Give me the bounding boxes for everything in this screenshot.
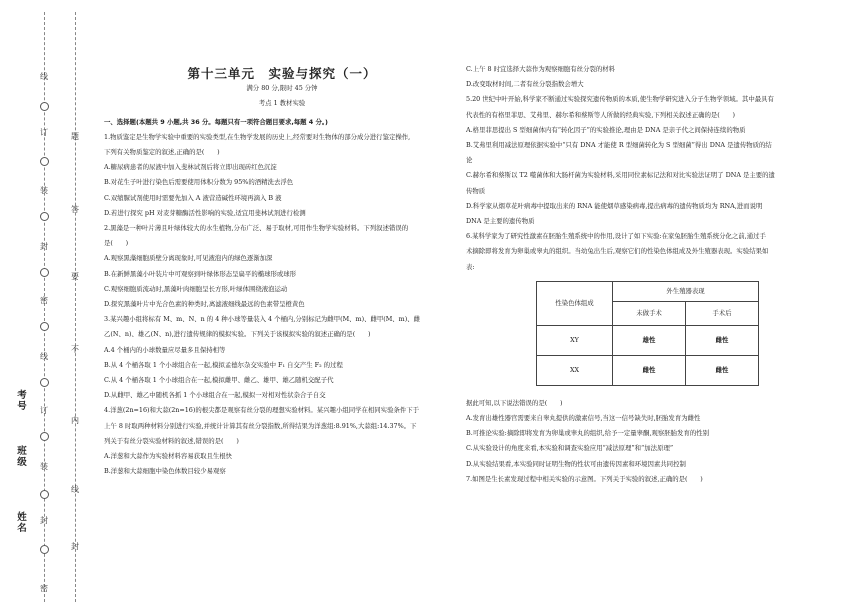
seal-char: 线 bbox=[40, 72, 48, 81]
text-line: A.洋葱和大蒜作为实验材料容易获取且生根快 bbox=[104, 452, 233, 461]
seal-char: 订 bbox=[40, 128, 48, 137]
text-line: 是( ) bbox=[104, 239, 129, 248]
circle-mark bbox=[40, 102, 49, 111]
text-line: 上午 8 时取两种材料分别进行实验,并统计计算其有丝分裂指数,所得结果为洋葱组:8.91%,大蒜组:14.37%。下 bbox=[104, 421, 417, 430]
warning-char: 不 bbox=[71, 345, 79, 354]
outer-dashed-line bbox=[75, 12, 76, 602]
binding-margin bbox=[0, 0, 95, 608]
text-line: C.观察细胞质流动时,黑藻叶肉细胞呈长方形,叶绿体围绕液泡运动 bbox=[104, 284, 288, 293]
text-line: 4.洋葱(2n=16)和大蒜(2n=16)的根尖都是观察有丝分裂的理想实验材料。某兴趣小组同学在相同实验条件下于 bbox=[104, 406, 420, 415]
table-row-header: 性染色体组成 bbox=[537, 281, 613, 325]
section-heading: 一、选择题(本题共 9 小题,共 36 分。每题只有一项符合题目要求,每题 4 分。) bbox=[104, 117, 328, 126]
text-line: 6.某科学家为了研究性激素在胚胎生殖系统中的作用,设计了如下实验:在家兔胚胎生殖系统分化之前,通过手 bbox=[466, 232, 766, 241]
field-class: 班级 bbox=[17, 446, 27, 468]
text-line: 传物质 bbox=[466, 186, 486, 195]
text-line: B.对花生子叶进行染色后需要使用体积分数为 95%的酒精洗去浮色 bbox=[104, 178, 294, 187]
circle-mark bbox=[40, 490, 49, 499]
text-line: 1.物质鉴定是生物学实验中重要的实验类型,在生物学发展的历史上,经常要对生物体的部分成分进行鉴定操作, bbox=[104, 132, 411, 141]
circle-mark bbox=[40, 545, 49, 554]
text-line: A.糖尿病患者的尿液中加入斐林试剂后将立即出现砖红色沉淀 bbox=[104, 163, 277, 172]
table-col-header: 手术后 bbox=[686, 301, 759, 325]
text-line: B.可推论实验:摘除即将发育为卵巢或睾丸的组织,给予一定量睾酮,观察胚胎发育的性别 bbox=[466, 429, 710, 438]
text-line: B.在新鲜黑藻小叶装片中可观察到叶绿体形态呈扁平的椭球形或球形 bbox=[104, 269, 297, 278]
text-line: D.改变取材时间,二者有丝分裂指数会增大 bbox=[466, 80, 584, 89]
table-cell: 雄性 bbox=[613, 325, 686, 355]
left-column bbox=[104, 62, 460, 479]
text-line: 7.如图是生长素发现过程中相关实验的示意图。下列关于实验的叙述,正确的是( ) bbox=[466, 474, 703, 483]
text-line: 乙(N、n)、雄乙(N、n),进行遗传规律的模拟实验。下列关于该模拟实验的叙述正确的是( ) bbox=[104, 330, 371, 339]
page-title: 第十三单元 实验与探究（一） bbox=[187, 66, 377, 81]
text-line: B.艾弗里利用减法原理依据实验中“只有 DNA 才能使 R 型细菌转化为 S 型细菌”得出 DNA 是遗传物质的结 bbox=[466, 141, 772, 150]
circle-mark bbox=[40, 212, 49, 221]
text-line: A.4 个桶内的小球数量应尽量多且保持相等 bbox=[104, 345, 226, 354]
seal-char: 订 bbox=[40, 406, 48, 415]
text-line: 术摘除即将发育为卵巢或睾丸的组织。当幼兔出生后,观察它们的性染色体组成及外生殖器表现。实验结果如 bbox=[466, 247, 769, 256]
text-line: DNA 是主要的遗传物质 bbox=[466, 217, 535, 226]
text-line: 据此可知,以下说法错误的是( ) bbox=[466, 398, 563, 407]
result-table bbox=[536, 281, 759, 386]
topic-heading: 考点 1 教材实验 bbox=[258, 99, 306, 108]
text-line: B.洋葱和大蒜细胞中染色体数目较少易观察 bbox=[104, 467, 226, 476]
text-line: B.从 4 个桶各取 1 个小球组合在一起,模拟孟德尔杂交实验中 F₁ 自交产生 F₂ 的过程 bbox=[104, 360, 343, 369]
seal-char: 装 bbox=[40, 462, 48, 471]
text-line: 论 bbox=[466, 156, 473, 165]
left-question-list bbox=[104, 115, 460, 480]
text-line: C.从实验设计的角度来看,本实验和调查实验应用“减法原理”和“加法原理” bbox=[466, 444, 674, 453]
table-cell: 雌性 bbox=[686, 325, 759, 355]
seal-char: 密 bbox=[40, 296, 48, 305]
text-line: D.从雌甲、雄乙中随机各抓 1 个小球组合在一起,模拟一对相对性状杂合子自交 bbox=[104, 391, 326, 400]
circle-mark bbox=[40, 378, 49, 387]
seal-char: 密 bbox=[40, 584, 48, 593]
table-cell: 雌性 bbox=[613, 355, 686, 385]
text-line: C.上午 8 时宜选择大蒜作为观察细胞有丝分裂的材料 bbox=[466, 65, 616, 73]
seal-char: 封 bbox=[40, 516, 48, 525]
seal-char: 装 bbox=[40, 186, 48, 195]
text-line: 代表性的有格里菲思、艾弗里、赫尔希和蔡斯等人所做的经典实验,下列相关叙述正确的是( ) bbox=[466, 110, 736, 119]
text-line: D.若进行探究 pH 对麦芽糖酶活性影响的实验,适宜用斐林试剂进行检测 bbox=[104, 208, 306, 217]
warning-char: 答 bbox=[71, 205, 79, 214]
table-col-header: 未做手术 bbox=[613, 301, 686, 325]
text-line: A.格里菲思提出 S 型细菌体内有“转化因子”的实验推论,理由是 DNA 是亲子代之间保持连续的物质 bbox=[466, 125, 746, 134]
seal-char: 线 bbox=[40, 352, 48, 361]
warning-char: 封 bbox=[71, 542, 79, 551]
text-line: C.赫尔希和蔡斯以 T2 噬菌体和大肠杆菌为实验材料,采用同位素标记法和对比实验法证明了 DNA 是主要的遗 bbox=[466, 171, 775, 180]
text-line: D.从实验结果看,本实验同时证明生物的性状可由遗传因素和环境因素共同控制 bbox=[466, 459, 686, 468]
inner-dashed-line bbox=[44, 12, 45, 602]
field-name: 姓名 bbox=[17, 512, 27, 534]
text-line: 下列有关物质鉴定的叙述,正确的是( ) bbox=[104, 148, 220, 157]
text-line: 表: bbox=[466, 262, 475, 271]
text-line: 列关于有丝分裂实验材料的叙述,错误的是( ) bbox=[104, 436, 239, 445]
field-exam-number: 考号 bbox=[17, 390, 27, 412]
text-line: A.发育出雄性器官需要来自睾丸提供的激素信号,当这一信号缺失时,胚胎发育为雌性 bbox=[466, 414, 701, 423]
table-row-label: XY bbox=[537, 325, 613, 355]
warning-char: 要 bbox=[71, 272, 79, 281]
circle-mark bbox=[40, 157, 49, 166]
warning-char: 题 bbox=[71, 132, 79, 141]
result-table-wrapper bbox=[536, 281, 840, 386]
table-row-label: XX bbox=[537, 355, 613, 385]
right-question-list-top bbox=[466, 62, 840, 275]
text-line: A.观察黑藻细胞质壁分离现象时,可见液泡内的绿色逐渐加深 bbox=[104, 254, 273, 263]
circle-mark bbox=[40, 322, 49, 331]
text-line: 2.黑藻是一种叶片薄且叶绿体较大的水生植物,分布广泛、易于取材,可用作生物学实验材料。下列叙述错误的 bbox=[104, 224, 409, 233]
table-cell: 雌性 bbox=[686, 355, 759, 385]
score-time-info: 满分 80 分,限时 45 分钟 bbox=[246, 84, 318, 93]
warning-char: 内 bbox=[71, 416, 79, 425]
right-question-list-bottom bbox=[466, 396, 840, 487]
circle-mark bbox=[40, 268, 49, 277]
text-line: 3.某兴趣小组将标有 M、m、N、n 的 4 种小球等量装入 4 个桶内,分别标记为雌甲(M、m)、雌甲(M、m)、雌 bbox=[104, 315, 421, 324]
text-line: C.双缩脲试剂使用时需要先加入 A 液营造碱性环境再滴入 B 液 bbox=[104, 193, 282, 202]
text-line: D.探究黑藻叶片中光合色素的种类时,离滤液细线最远的色素带呈橙黄色 bbox=[104, 300, 305, 309]
seal-char: 封 bbox=[40, 242, 48, 251]
text-line: C.从 4 个桶各取 1 个小球组合在一起,模拟雌甲、雌乙、雄甲、雄乙随机交配子代 bbox=[104, 376, 334, 385]
table-group-header: 外生殖器表现 bbox=[613, 281, 759, 301]
text-line: D.科学家从烟草花叶病毒中提取出来的 RNA 能使烟草感染病毒,提出病毒的遗传物质均为 RNA,进而说明 bbox=[466, 201, 763, 210]
circle-mark bbox=[40, 432, 49, 441]
warning-char: 线 bbox=[71, 485, 79, 494]
right-column bbox=[466, 62, 840, 487]
text-line: 5.20 世纪中叶开始,科学家不断通过实验探究遗传物质的本质,使生物学研究进入分子生物学领域。其中最具有 bbox=[466, 95, 774, 104]
